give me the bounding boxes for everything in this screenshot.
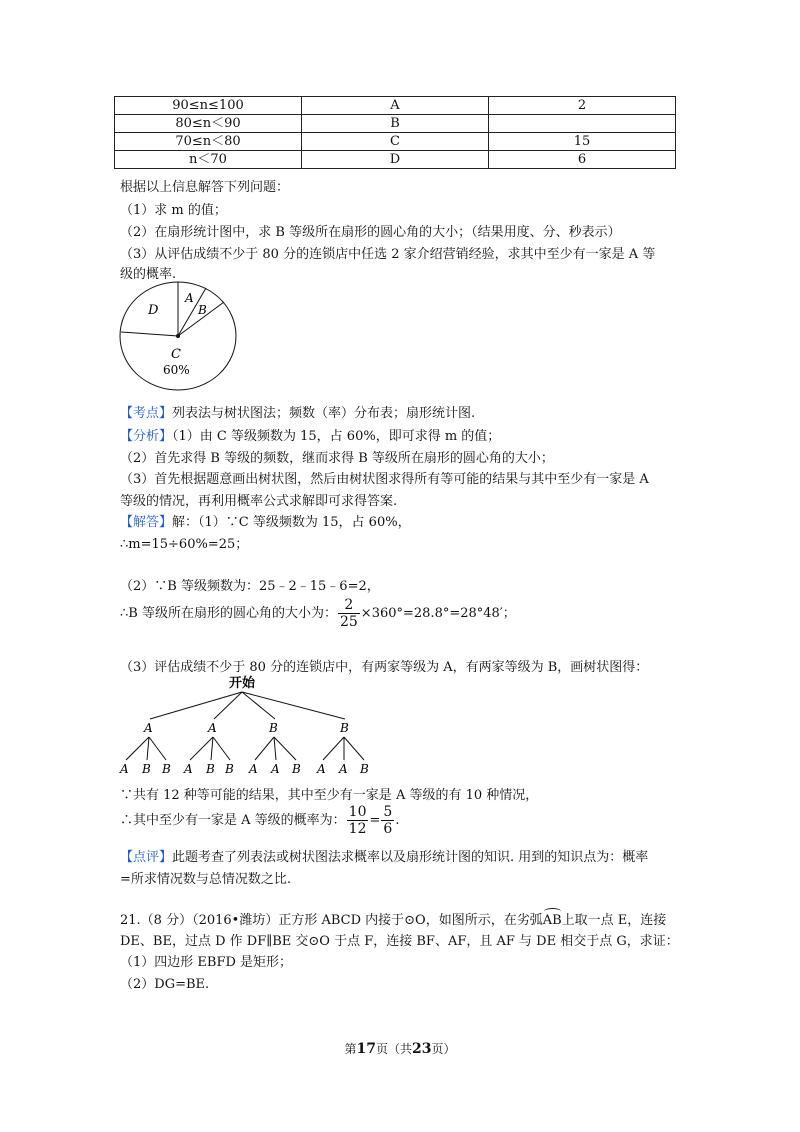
fraction-2-25: $\frac{2}{25}$ bbox=[339, 597, 358, 630]
q21-line-3: （1）四边形 EBFD 是矩形； bbox=[120, 955, 293, 970]
table-cell: D bbox=[302, 151, 489, 169]
table-cell: 90≤n≤100 bbox=[115, 97, 302, 115]
page-total: 23 bbox=[412, 1041, 432, 1057]
jieda-line bbox=[120, 511, 411, 530]
q21-line-1 bbox=[120, 909, 666, 928]
tree-diagram bbox=[112, 672, 382, 778]
table-cell: B bbox=[302, 115, 489, 133]
dianping-line bbox=[120, 846, 648, 865]
question-1: （1）求 m 的值； bbox=[120, 203, 227, 218]
dianping-text-2: =所求情况数与总情况数之比. bbox=[120, 872, 292, 887]
jieda-text-4-post: ×360°=28.8°=28°48′； bbox=[360, 606, 516, 621]
tree-root: 开始 bbox=[229, 676, 256, 691]
table-cell bbox=[489, 115, 676, 133]
jieda-text-3: （2）∵B 等级频数为：25﹣2﹣15﹣6=2， bbox=[120, 579, 380, 594]
tree-leaf: A bbox=[271, 762, 280, 776]
pie-label-b: B bbox=[198, 303, 207, 317]
table-row bbox=[115, 115, 676, 133]
fenxi-text-1: （1）由 C 等级频数为 15，占 60%，即可求得 m 的值； bbox=[172, 429, 501, 444]
tree-leaf: A bbox=[339, 762, 348, 776]
table-row bbox=[115, 151, 676, 169]
tree-leaf: A bbox=[184, 762, 193, 776]
question-3-line2: 级的概率. bbox=[120, 267, 177, 282]
table-cell: 6 bbox=[489, 151, 676, 169]
jieda-text-7: ∴其中至少有一家是 A 等级的概率为： bbox=[120, 813, 346, 828]
tree-leaf: A bbox=[317, 762, 326, 776]
fraction-5-6: $\frac{5}{6}$ bbox=[383, 804, 393, 837]
fenxi-text-2: （2）首先求得 B 等级的频数，继而求得 B 等级所在扇形的圆心角的大小； bbox=[120, 451, 554, 466]
pie-label-a: A bbox=[185, 291, 194, 305]
fenxi-text-3a: （3）首先根据题意画出树状图，然后由树状图求得所有等可能的结果与其中至少有一家是 A bbox=[120, 472, 649, 487]
table-cell: A bbox=[302, 97, 489, 115]
tree-node: A bbox=[208, 721, 217, 735]
tree-node: B bbox=[340, 721, 349, 735]
q21-line-4: （2）DG=BE. bbox=[120, 977, 210, 992]
table-cell: n＜70 bbox=[115, 151, 302, 169]
jieda-line-7 bbox=[120, 804, 399, 837]
arc-ab: AB bbox=[542, 913, 562, 928]
jieda-text-2: ∴m=15÷60%=25； bbox=[120, 537, 249, 552]
jieda-text-1: 解：（1）∵C 等级频数为 15，占 60%， bbox=[172, 515, 411, 530]
page-footer: 第17页（共23页） bbox=[344, 1041, 456, 1057]
frequency-table bbox=[114, 96, 676, 169]
table-cell: C bbox=[302, 133, 489, 151]
fenxi-tag: 【分析】 bbox=[120, 429, 173, 444]
kaodian-tag: 【考点】 bbox=[120, 406, 173, 421]
dianping-tag: 【点评】 bbox=[120, 850, 173, 865]
fenxi-text-3b: 等级的情况，再利用概率公式求解即可求得答案. bbox=[120, 494, 398, 509]
table-row bbox=[115, 133, 676, 151]
q21-text-1-post: 上取一点 E，连接 bbox=[561, 913, 667, 928]
tree-leaf: B bbox=[162, 762, 171, 776]
tree-leaf: A bbox=[120, 762, 129, 776]
table-cell: 70≤n＜80 bbox=[115, 133, 302, 151]
tree-leaf: B bbox=[225, 762, 234, 776]
table-cell: 80≤n＜90 bbox=[115, 115, 302, 133]
jieda-text-4: ∴B 等级所在扇形的圆心角的大小为： bbox=[120, 606, 337, 621]
table-row bbox=[115, 97, 676, 115]
jieda-tag: 【解答】 bbox=[120, 515, 173, 530]
question-3-line1: （3）从评估成绩不少于 80 分的连锁店中任选 2 家介绍营销经验，求其中至少有一家是 A 等 bbox=[120, 247, 656, 262]
table-cell: 2 bbox=[489, 97, 676, 115]
tree-leaf: B bbox=[206, 762, 215, 776]
tree-node: A bbox=[144, 721, 153, 735]
pie-label-d: D bbox=[148, 303, 159, 318]
tree-leaf: B bbox=[142, 762, 151, 776]
jieda-text-5: （3）评估成绩不少于 80 分的连锁店中，有两家等级为 A，有两家等级为 B，画树状图得： bbox=[120, 660, 649, 675]
kaodian-line bbox=[120, 402, 475, 421]
question-2: （2）在扇形统计图中，求 B 等级所在扇形的圆心角的大小；（结果用度、分、秒表示） bbox=[120, 225, 621, 240]
q21-text-1: 21.（8 分）（2016•潍坊）正方形 ABCD 内接于⊙O，如图所示，在劣弧 bbox=[120, 913, 543, 928]
jieda-line-4 bbox=[120, 597, 516, 630]
fenxi-line bbox=[120, 425, 500, 444]
pie-chart bbox=[118, 280, 243, 392]
q21-line-2: DE、BE，过点 D 作 DF∥BE 交⊙O 于点 F，连接 BF、AF，且 AF 与 DE 相交于点 G，求证： bbox=[120, 934, 679, 949]
jieda-text-7-post: . bbox=[395, 813, 400, 828]
question-intro: 根据以上信息解答下列问题： bbox=[120, 180, 290, 195]
kaodian-text: 列表法与树状图法；频数（率）分布表；扇形统计图. bbox=[172, 406, 476, 421]
page-number: 17 bbox=[356, 1041, 376, 1057]
equals-sign: = bbox=[369, 813, 381, 828]
pie-label-c-percent: 60% bbox=[163, 363, 190, 377]
tree-leaf: B bbox=[360, 762, 369, 776]
table-cell: 15 bbox=[489, 133, 676, 151]
tree-leaf: B bbox=[292, 762, 301, 776]
dianping-text-1: 此题考查了列表法或树状图法求概率以及扇形统计图的知识. 用到的知识点为：概率 bbox=[172, 850, 649, 865]
jieda-text-6: ∵共有 12 种等可能的结果，其中至少有一家是 A 等级的有 10 种情况， bbox=[120, 788, 539, 803]
tree-leaf: A bbox=[249, 762, 258, 776]
fraction-10-12: $\frac{10}{12}$ bbox=[348, 804, 367, 837]
tree-node: B bbox=[269, 721, 278, 735]
pie-label-c: C bbox=[171, 347, 181, 362]
